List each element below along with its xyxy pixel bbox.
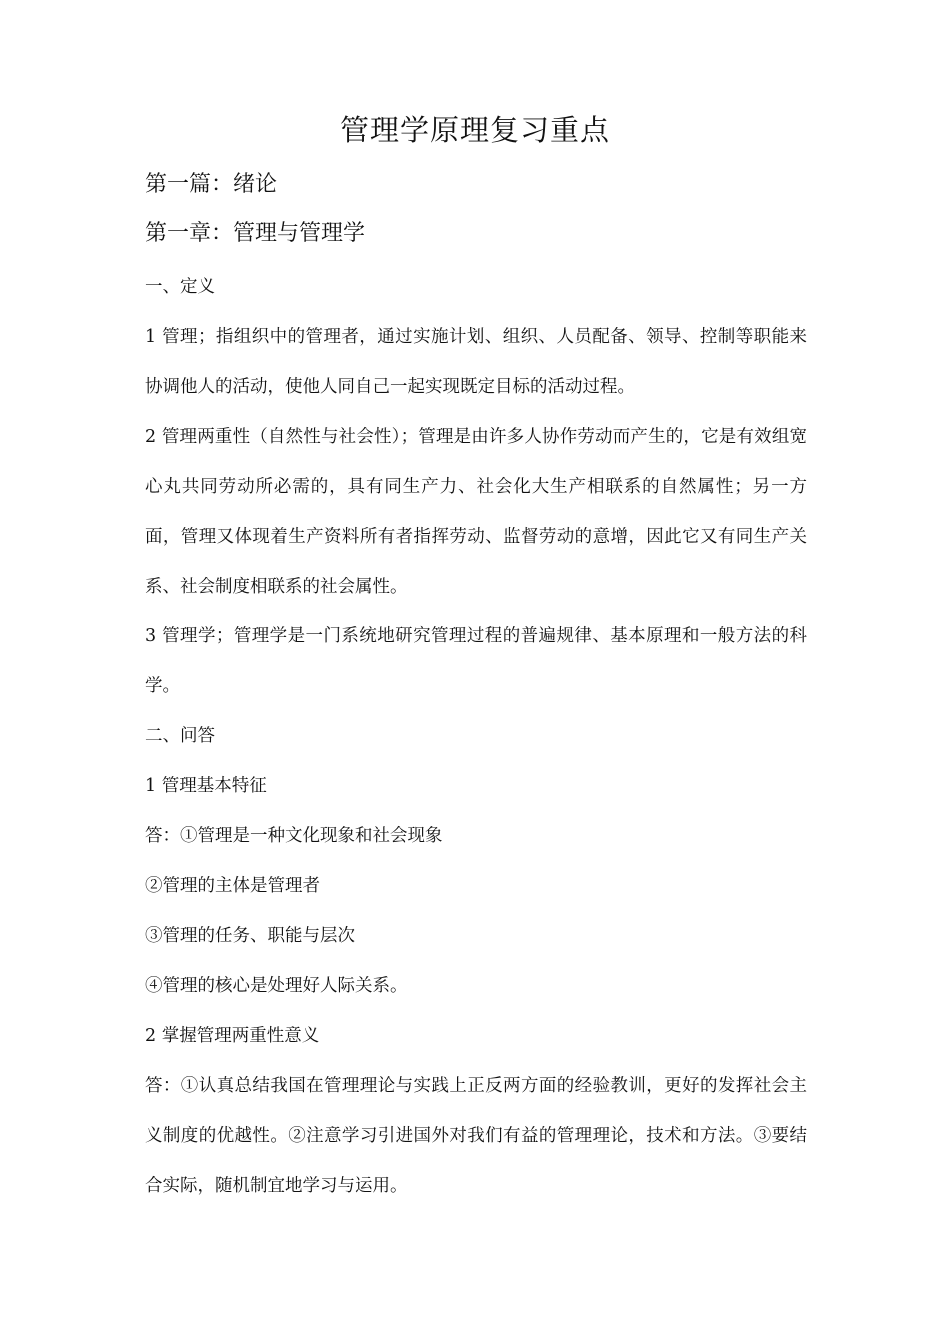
part-heading: 第一篇：绪论: [145, 172, 278, 197]
question-2: 2 掌握管理两重性意义: [145, 1026, 320, 1046]
chapter-heading: 第一章：管理与管理学: [145, 221, 366, 246]
question-1: 1 管理基本特征: [145, 776, 267, 796]
answer-1-item-2: ②管理的主体是管理者: [145, 876, 320, 896]
section-heading-qa: 二、问答: [145, 726, 215, 746]
definition-duality: 2 管理两重性（自然性与社会性）；管理是由许多人协作劳动而产生的，它是有效组宽心丸共同劳动所必需的，具有同生产力、社会化大生产相联系的自然属性；另一方面，管理又体现着生产资料所有者指挥劳动、监督劳动的意增，因此它又有同生产关系、社会制度相联系的社会属性。: [145, 427, 807, 597]
section-heading-definitions: 一、定义: [145, 277, 215, 297]
answer-1-item-3: ③管理的任务、职能与层次: [145, 926, 355, 946]
definition-management: 1 管理；指组织中的管理者，通过实施计划、组织、人员配备、领导、控制等职能来协调他人的活动，使他人同自己一起实现既定目标的活动过程。: [145, 327, 807, 397]
answer-2: 答：①认真总结我国在管理理论与实践上正反两方面的经验教训，更好的发挥社会主义制度的优越性。②注意学习引进国外对我们有益的管理理论，技术和方法。③要结合实际，随机制宜地学习与运用。: [145, 1076, 807, 1196]
document-title: 管理学原理复习重点: [339, 113, 610, 147]
definition-management-science: 3 管理学；管理学是一门系统地研究管理过程的普遍规律、基本原理和一般方法的科学。: [145, 626, 807, 696]
answer-1-item-4: ④管理的核心是处理好人际关系。: [145, 976, 408, 996]
answer-1-item-1: 答：①管理是一种文化现象和社会现象: [145, 826, 443, 846]
